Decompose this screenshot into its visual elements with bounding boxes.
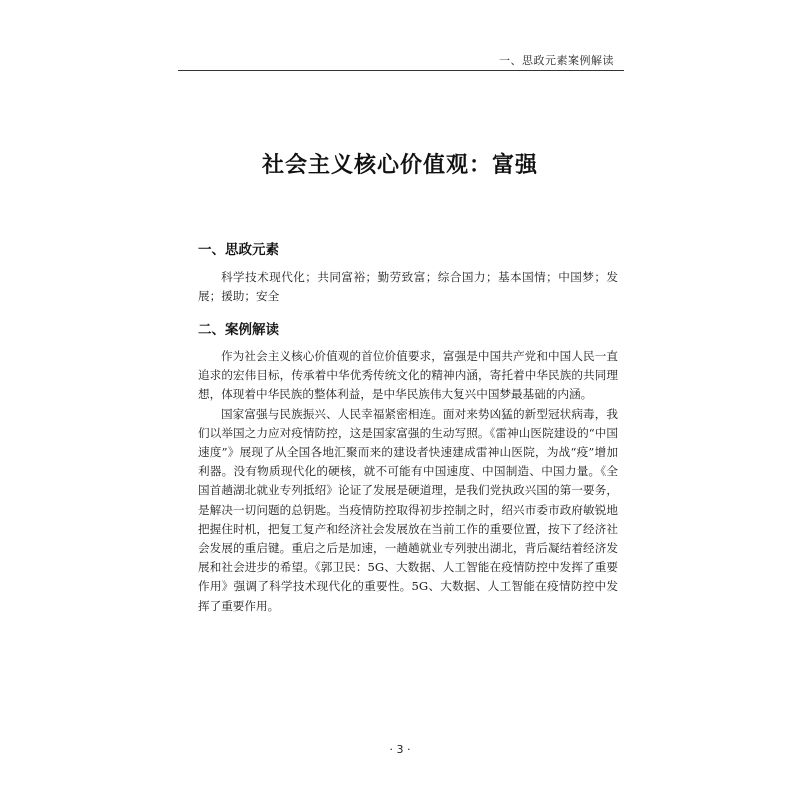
section-heading: 二、案例解读	[198, 322, 279, 338]
body-paragraph: 作为社会主义核心价值观的首位价值要求，富强是中国共产党和中国人民一直追求的宏伟目标，传承着中华优秀传统文化的精神内涵，寄托着中华民族的共同理想，体现着中华民族的整体利益，是中华民族伟大复兴中国梦最基础的内涵。	[198, 349, 618, 402]
section-heading: 一、思政元素	[198, 242, 279, 258]
running-head: 一、思政元素案例解读	[499, 54, 614, 67]
section-case-interpretation	[198, 318, 618, 616]
section-ideological-elements	[198, 238, 618, 306]
page-number: · 3 ·	[389, 743, 411, 756]
body-paragraph: 国家富强与民族振兴、人民幸福紧密相连。面对来势凶猛的新型冠状病毒，我们以举国之力应对疫情防控，这是国家富强的生动写照。《雷神山医院建设的“中国速度”》展现了从全国各地汇聚而来的建设者快速建成雷神山医院，为战“疫”增加利器。没有物质现代化的硬核，就不可能有中国速度、中国制造、中国力量。《全国首趟湖北就业专列抵绍》论证了发展是硬道理，是我们党执政兴国的第一要务，是解决一切问题的总钥匙。当疫情防控取得初步控制之时，绍兴市委市政府敏锐地把握住时机，把复工复产和经济社会发展放在当前工作的重要位置，按下了经济社会发展的重启键。重启之后是加速，一趟趟就业专列驶出湖北，背后凝结着经济发展和社会进步的希望。《郭卫民：5G、大数据、人工智能在疫情防控中发挥了重要作用》强调了科学技术现代化的重要性。5G、大数据、人工智能在疫情防控中发挥了重要作用。	[198, 406, 618, 613]
page-title: 社会主义核心价值观：富强	[261, 153, 538, 178]
keyword-paragraph: 科学技术现代化；共同富裕；勤劳致富；综合国力；基本国情；中国梦；发展；援助；安全	[198, 270, 618, 304]
header-rule	[178, 70, 624, 71]
